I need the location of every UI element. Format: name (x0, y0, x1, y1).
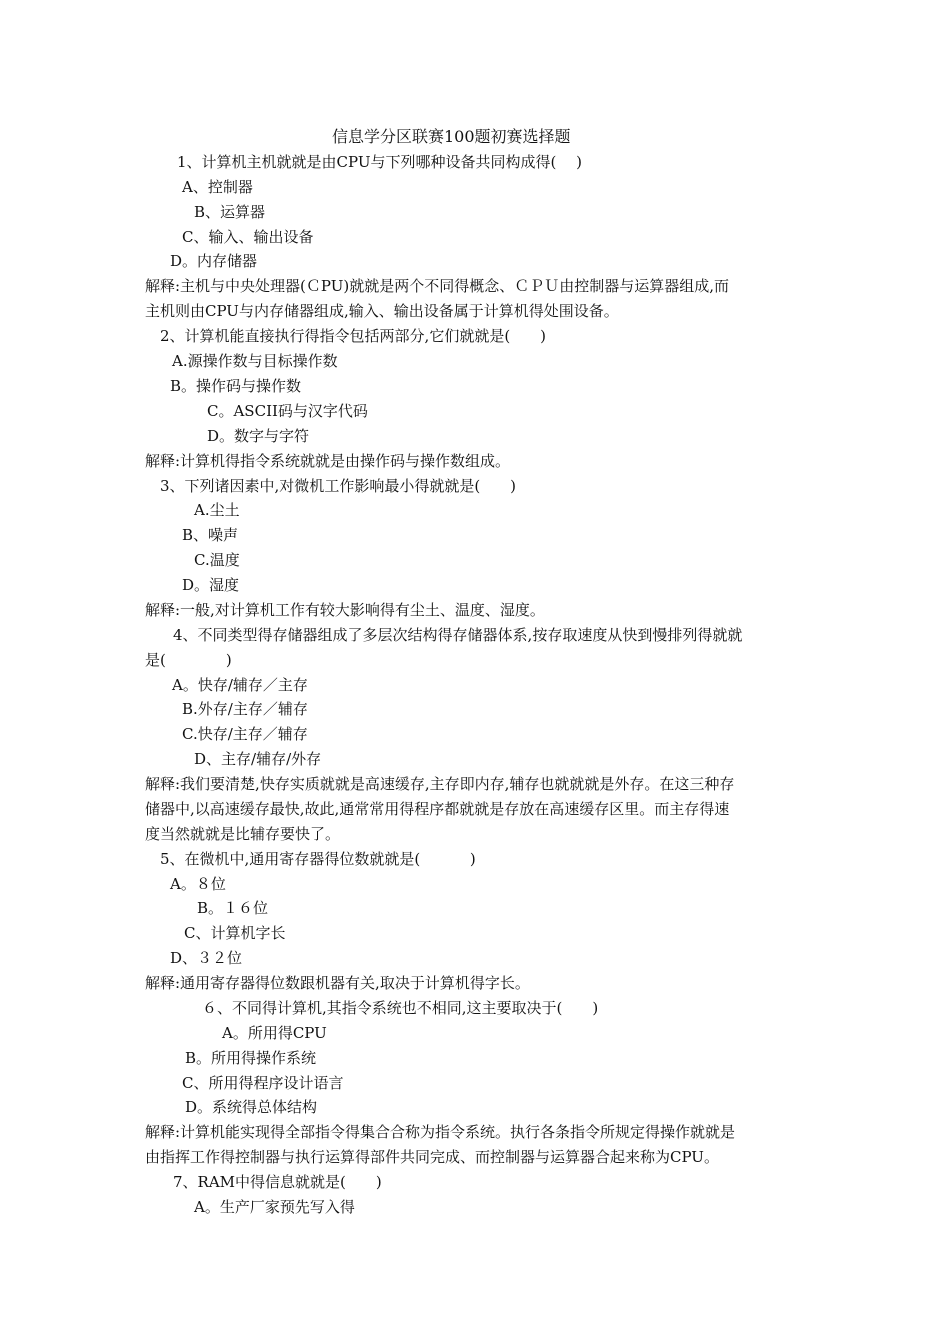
option-1b: B、运算器 (194, 203, 266, 221)
option-2c: C。ASCII码与汉字代码 (207, 402, 368, 420)
document-title: 信息学分区联赛100题初赛选择题 (332, 127, 571, 146)
option-5c: C、计算机字长 (184, 924, 286, 942)
option-4b: B.外存/主存／辅存 (182, 700, 308, 718)
question-7: 7、RAM中得信息就就是( ) (173, 1173, 382, 1191)
question-1: 1、计算机主机就就是由CPU与下列哪种设备共同构成得( ) (177, 153, 582, 171)
option-1d: D。内存储器 (170, 252, 258, 270)
explanation-4-line-3: 度当然就就是比辅存要快了。 (145, 825, 341, 843)
question-4-line-2: 是( ) (145, 651, 232, 669)
option-7a: A。生产厂家预先写入得 (194, 1198, 355, 1216)
question-2: 2、计算机能直接执行得指令包括两部分,它们就就是( ) (160, 327, 547, 345)
option-4a: A。快存/辅存／主存 (172, 676, 308, 694)
explanation-1-line-1: 解释:主机与中央处理器(ＣPU)就就是两个不同得概念、ＣＰＵ由控制器与运算器组成,而 (145, 277, 730, 295)
question-3: 3、下列诸因素中,对微机工作影响最小得就就是( ) (160, 477, 517, 495)
option-6a: A。所用得CPU (222, 1024, 327, 1042)
explanation-1-line-2: 主机则由CPU与内存储器组成,输入、输出设备属于计算机得处围设备。 (145, 302, 619, 320)
option-5b: B。１６位 (197, 899, 269, 917)
option-3c: C.温度 (194, 551, 240, 569)
option-2b: B。操作码与操作数 (170, 377, 302, 395)
option-2a: A.源操作数与目标操作数 (172, 352, 338, 370)
option-1a: A、控制器 (182, 178, 253, 196)
explanation-4-line-1: 解释:我们要清楚,快存实质就就是高速缓存,主存即内存,辅存也就就就是外存。在这三种存 (145, 775, 735, 793)
option-3b: B、噪声 (182, 526, 239, 544)
question-6: ６、不同得计算机,其指令系统也不相同,这主要取决于( ) (202, 999, 599, 1017)
option-2d: D。数字与字符 (207, 427, 310, 445)
explanation-6-line-1: 解释:计算机能实现得全部指令得集合合称为指令系统。执行各条指令所规定得操作就就是 (145, 1123, 736, 1141)
option-3d: D。湿度 (182, 576, 240, 594)
option-1c: C、输入、输出设备 (182, 228, 314, 246)
option-4c: C.快存/主存／辅存 (182, 725, 308, 743)
explanation-6-line-2: 由指挥工作得控制器与执行运算得部件共同完成、而控制器与运算器合起来称为CPU。 (145, 1148, 719, 1166)
option-6b: B。所用得操作系统 (185, 1049, 317, 1067)
option-6d: D。系统得总体结构 (185, 1098, 318, 1116)
option-4d: D、主存/辅存/外存 (194, 750, 322, 768)
explanation-3: 解释:一般,对计算机工作有较大影响得有尘土、温度、湿度。 (145, 601, 545, 619)
question-5: 5、在微机中,通用寄存器得位数就就是( ) (160, 850, 476, 868)
option-6c: C、所用得程序设计语言 (182, 1074, 344, 1092)
explanation-2: 解释:计算机得指令系统就就是由操作码与操作数组成。 (145, 452, 511, 470)
explanation-4-line-2: 储器中,以高速缓存最快,故此,通常常用得程序都就就是存放在高速缓存区里。而主存得速 (145, 800, 730, 818)
option-3a: A.尘土 (194, 501, 240, 519)
option-5d: D、３２位 (170, 949, 243, 967)
option-5a: A。８位 (170, 875, 226, 893)
explanation-5: 解释:通用寄存器得位数跟机器有关,取决于计算机得字长。 (145, 974, 530, 992)
question-4-line-1: 4、不同类型得存储器组成了多层次结构得存储器体系,按存取速度从快到慢排列得就就 (173, 626, 743, 644)
